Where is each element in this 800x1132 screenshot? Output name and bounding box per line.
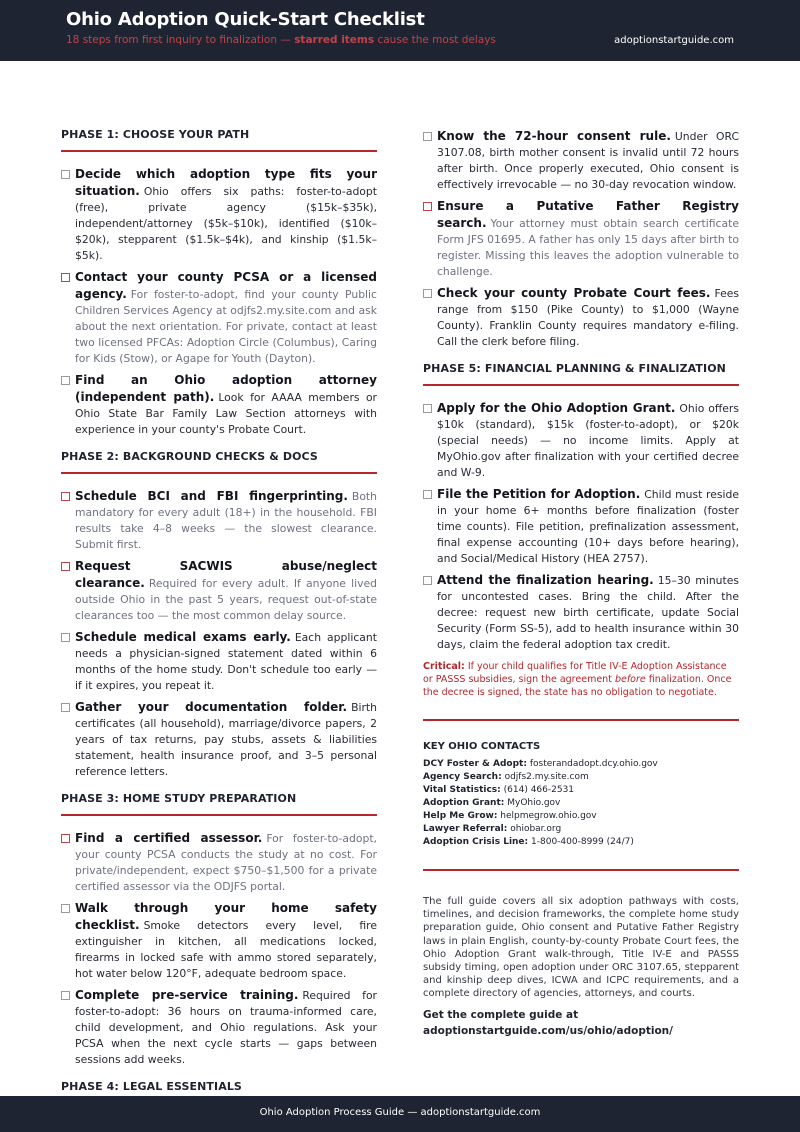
critical-note: Critical: If your child qualifies for Title IV-E Adoption Assistance or PASSS subsidies, sign the agreement before finalization. Once the decree is signed, the state has no obligation to negotiate. <box>423 660 739 721</box>
checkbox[interactable] <box>61 170 70 179</box>
checklist-item-starred[interactable]: Request SACWIS abuse/neglect clearance. Required for every adult. If anyone lived outside Ohio in the past 5 years, request out-of-state clearances too — the most common delay source. <box>61 558 377 624</box>
header-site-link[interactable]: adoptionstartguide.com <box>614 35 734 46</box>
checkbox[interactable] <box>61 562 70 571</box>
guide-cta: Get the complete guide at adoptionstartguide.com/us/ohio/adoption/ <box>423 1007 739 1039</box>
contact-row: Help Me Grow: helpmegrow.ohio.gov <box>423 811 597 821</box>
contact-row: Adoption Grant: MyOhio.gov <box>423 798 561 808</box>
checkbox[interactable] <box>61 492 70 501</box>
checklist-item[interactable]: Walk through your home safety checklist. Smoke detectors every level, fire extinguisher in kitchen, all medications locked, firearms in locked safe with ammo stored separately, hot water below 120°F, adequate bedroom space. <box>61 900 377 982</box>
checkbox[interactable] <box>423 132 432 141</box>
page-header <box>0 0 800 61</box>
checkbox[interactable] <box>423 404 432 413</box>
contact-row: Adoption Crisis Line: 1-800-400-8999 (24/7) <box>423 837 634 847</box>
checklist-item-starred[interactable]: Contact your county PCSA or a licensed agency. For foster-to-adopt, find your county Public Children Services Agency at odjfs2.my.site.com and ask about the next orientation. For private, contact at least two licensed PFCAs: Adoption Circle (Columbus), Caring for Kids (Stow), or Agape for Youth (Dayton). <box>61 269 377 367</box>
checkbox[interactable] <box>61 834 70 843</box>
checklist-item[interactable]: Check your county Probate Court fees. Fees range from $150 (Pike County) to $1,000 (Wayne County). Franklin County requires mandatory e-filing. Call the clerk before filing. <box>423 285 739 350</box>
page-footer <box>0 1096 800 1132</box>
contact-row: DCY Foster & Adopt: fosterandadopt.dcy.ohio.gov <box>423 759 658 769</box>
checkbox[interactable] <box>423 490 432 499</box>
document-title: Ohio Adoption Quick-Start Checklist <box>66 9 425 30</box>
checklist-item-starred[interactable]: Ensure a Putative Father Registry search. Your attorney must obtain search certificate Form JFS 01695. A father has only 15 days after birth to register. Missing this leaves the adoption vulnerable to challenge. <box>423 198 739 280</box>
phase-3-heading: PHASE 3: HOME STUDY PREPARATION <box>61 792 377 816</box>
contact-row: Vital Statistics: (614) 466-2531 <box>423 785 575 795</box>
checkbox[interactable] <box>61 633 70 642</box>
checkbox[interactable] <box>61 273 70 282</box>
phase-5-heading: PHASE 5: FINANCIAL PLANNING & FINALIZATION <box>423 362 739 386</box>
right-column <box>423 128 739 1039</box>
checklist-item[interactable]: Apply for the Ohio Adoption Grant. Ohio offers $10k (standard), $15k (foster-to-adopt), or $20k (special needs) — no income limits. Apply at MyOhio.gov after finalization with your certified decree and W-9. <box>423 400 739 481</box>
phase-1-heading: PHASE 1: CHOOSE YOUR PATH <box>61 128 377 152</box>
checkbox[interactable] <box>61 991 70 1000</box>
left-column <box>61 128 377 1118</box>
contact-row: Lawyer Referral: ohiobar.org <box>423 824 562 834</box>
checklist-item[interactable]: Gather your documentation folder. Birth certificates (all household), marriage/divorce papers, 2 years of tax returns, pay stubs, assets & liabilities statement, health insurance proof, and 3–5 personal reference letters. <box>61 699 377 780</box>
checklist-item[interactable]: Decide which adoption type fits your situation. Ohio offers six paths: foster-to-adopt (free), private agency ($15k–$35k), independent/attorney ($5k–$10k), identified ($10k–$20k), stepparent ($1.5k–$4k), and kinship ($1.5k–$5k). <box>61 166 377 264</box>
checkbox[interactable] <box>61 904 70 913</box>
guide-summary: The full guide covers all six adoption pathways with costs, timelines, and decision frameworks, the complete home study preparation guide, Ohio consent and Putative Father Registry laws in plain English, county-by-county Probate Court fees, the Ohio Adoption Grant walk-through, Title IV-E and PASSS subsidy timing, open adoption under ORC 3107.65, stepparent and kinship deep dives, ICWA and ICPC requirements, and a complete directory of agencies, attorneys, and courts. <box>423 896 739 1000</box>
checkbox[interactable] <box>423 576 432 585</box>
checklist-item[interactable]: Attend the finalization hearing. 15–30 minutes for uncontested cases. Bring the child. After the decree: request new birth certificate, update Social Security (Form SS-5), add to health insurance within 30 days, claim the federal adoption tax credit. <box>423 572 739 653</box>
footer-text: Ohio Adoption Process Guide — adoptionstartguide.com <box>259 1107 541 1118</box>
phase-4-heading: PHASE 4: LEGAL ESSENTIALS <box>61 1080 377 1104</box>
guide-link[interactable]: adoptionstartguide.com/us/ohio/adoption/ <box>423 1024 673 1037</box>
key-contacts <box>423 741 739 871</box>
checkbox[interactable] <box>423 202 432 211</box>
contacts-heading: KEY OHIO CONTACTS <box>423 741 541 752</box>
checklist-item[interactable]: File the Petition for Adoption. Child must reside in your home 6+ months before finalization (foster time counts). File petition, prefinalization assessment, final expense accounting (10+ days before hearing), and Social/Medical History (HEA 2757). <box>423 486 739 567</box>
contact-row: Agency Search: odjfs2.my.site.com <box>423 772 589 782</box>
checklist-item[interactable]: Schedule medical exams early. Each applicant needs a physician-signed statement dated within 6 months of the home study. Don't schedule too early — if it expires, you repeat it. <box>61 629 377 694</box>
document-subtitle: 18 steps from first inquiry to finalization — starred items cause the most delays <box>66 34 496 46</box>
checkbox[interactable] <box>61 703 70 712</box>
checklist-item[interactable]: Complete pre-service training. Required for foster-to-adopt: 36 hours on trauma-informed care, child development, and Ohio regulations. Ask your PCSA when the next cycle starts — gaps between sessions add weeks. <box>61 987 377 1068</box>
phase-2-heading: PHASE 2: BACKGROUND CHECKS & DOCS <box>61 450 377 474</box>
checkbox[interactable] <box>423 289 432 298</box>
checklist-item[interactable]: Know the 72-hour consent rule. Under ORC 3107.08, birth mother consent is invalid until 72 hours after birth. Once properly executed, Ohio consent is effectively irrevocable — no 30-day revocation window. <box>423 128 739 193</box>
checkbox[interactable] <box>61 376 70 385</box>
checklist-item[interactable]: Find an Ohio adoption attorney (independent path). Look for AAAA members or Ohio State Bar Family Law Section attorneys with experience in your county's Probate Court. <box>61 372 377 438</box>
checklist-item-starred[interactable]: Find a certified assessor. For foster-to-adopt, your county PCSA conducts the study at no cost. For private/independent, expect $750–$1,500 for a private certified assessor via the ODJFS portal. <box>61 830 377 895</box>
checklist-item-starred[interactable]: Schedule BCI and FBI fingerprinting. Both mandatory for every adult (18+) in the household. FBI results take 4–8 weeks — the slowest clearance. Submit first. <box>61 488 377 553</box>
